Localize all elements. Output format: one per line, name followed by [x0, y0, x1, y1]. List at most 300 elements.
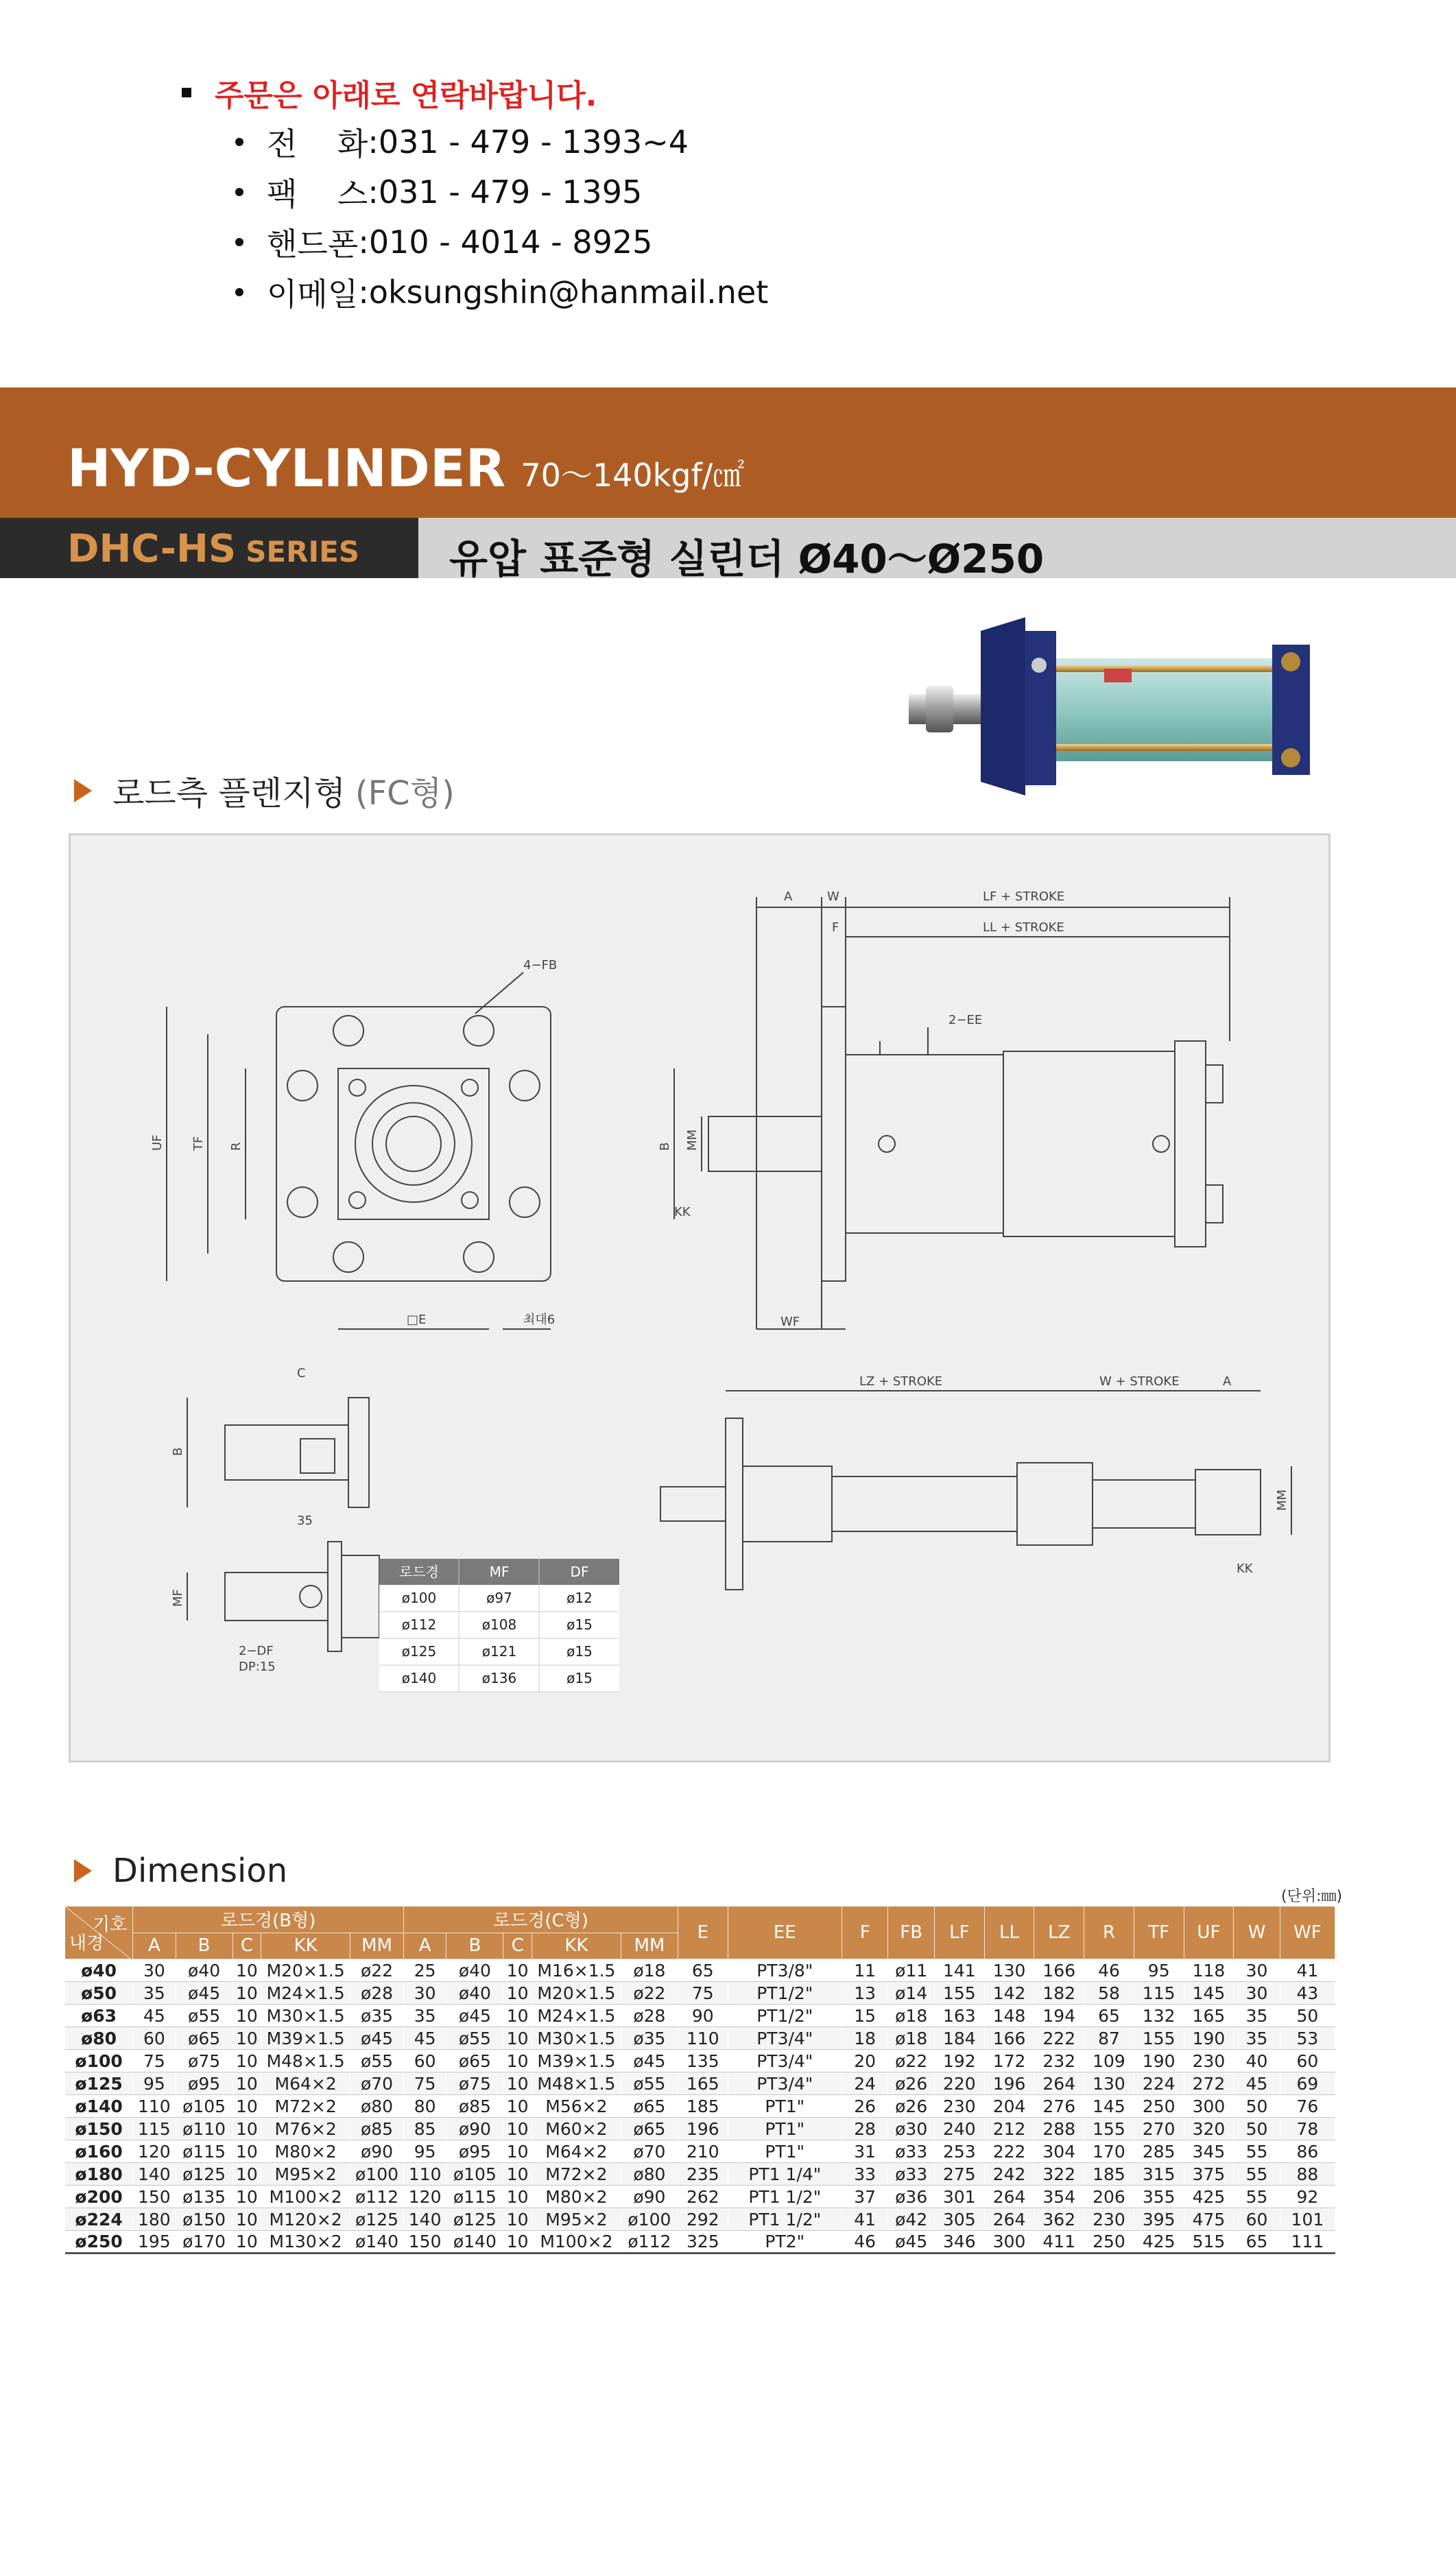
table-cell: M100×2 — [532, 2231, 621, 2254]
contact-fax — [182, 167, 768, 217]
table-cell: 411 — [1034, 2231, 1084, 2254]
bore-cell: ø40 — [65, 1959, 133, 1982]
label-mm2: MM — [1275, 1489, 1289, 1511]
table-cell: 212 — [984, 2118, 1034, 2140]
table-cell: ø45 — [350, 2027, 404, 2050]
table-cell: 10 — [503, 2140, 532, 2163]
table-cell: 130 — [984, 1959, 1034, 1982]
contact-label: 팩 스 — [267, 175, 368, 213]
table-cell: 55 — [1234, 2163, 1280, 2186]
col-header: FB — [888, 1906, 935, 1959]
table-cell: 242 — [984, 2163, 1034, 2186]
table-cell: 25 — [403, 1959, 446, 1982]
table-cell: 300 — [984, 2231, 1034, 2254]
bore-cell: ø100 — [65, 2050, 133, 2072]
table-cell: ø22 — [888, 2050, 935, 2072]
mf-head-rod: 로드경 — [399, 1564, 439, 1580]
table-cell: 515 — [1184, 2231, 1234, 2254]
table-cell: ø135 — [176, 2186, 232, 2208]
table-cell: 110 — [678, 2027, 728, 2050]
table-cell: 10 — [503, 2163, 532, 2186]
table-cell: 305 — [934, 2208, 984, 2231]
table-cell: 30 — [133, 1959, 176, 1982]
col-header: R — [1084, 1906, 1134, 1959]
table-row — [65, 2050, 1335, 2072]
table-cell: ø55 — [350, 2050, 404, 2072]
table-cell: 35 — [403, 2005, 446, 2027]
table-cell: 325 — [678, 2231, 728, 2254]
table-cell: 155 — [1134, 2027, 1184, 2050]
sub-header: KK — [532, 1933, 621, 1959]
table-cell: ø140 — [446, 2231, 503, 2254]
detail-mf-view — [187, 1542, 379, 1651]
table-cell: 315 — [1134, 2163, 1184, 2186]
col-header: UF — [1184, 1906, 1234, 1959]
drawing-svg — [71, 835, 1328, 1760]
table-cell: 275 — [934, 2163, 984, 2186]
label-wf: WF — [780, 1315, 800, 1329]
table-cell: 140 — [133, 2163, 176, 2186]
table-cell: 55 — [1234, 2140, 1280, 2163]
table-cell: ø110 — [176, 2118, 232, 2140]
table-cell: 304 — [1034, 2140, 1084, 2163]
mf-cell: ø112 — [401, 1616, 437, 1633]
table-cell: 222 — [1034, 2027, 1084, 2050]
bore-cell: ø250 — [65, 2231, 133, 2254]
product-title-text: HYD-CYLINDER — [67, 438, 506, 499]
table-cell: 28 — [842, 2118, 888, 2140]
label-f: F — [832, 920, 839, 935]
table-cell: ø45 — [176, 1982, 232, 2005]
table-cell: 58 — [1084, 1982, 1134, 2005]
table-cell: 145 — [1084, 2095, 1134, 2118]
label-ee: 2−EE — [948, 1013, 983, 1027]
table-cell: 35 — [1234, 2005, 1280, 2027]
table-cell: 60 — [1280, 2050, 1335, 2072]
table-cell: ø18 — [621, 1959, 678, 1982]
table-cell: 80 — [403, 2095, 446, 2118]
bore-cell: ø160 — [65, 2140, 133, 2163]
table-cell: M80×2 — [261, 2140, 350, 2163]
label-mm: MM — [685, 1129, 700, 1151]
table-cell: 65 — [678, 1959, 728, 1982]
bottom-side-view — [660, 1391, 1291, 1590]
table-cell: M64×2 — [261, 2072, 350, 2095]
table-cell: 230 — [1184, 2050, 1234, 2072]
table-cell: 75 — [403, 2072, 446, 2095]
table-cell: ø30 — [888, 2118, 935, 2140]
table-cell: 345 — [1184, 2140, 1234, 2163]
table-cell: ø33 — [888, 2140, 935, 2163]
table-cell: ø105 — [176, 2095, 232, 2118]
bore-cell: ø224 — [65, 2208, 133, 2231]
col-header: EE — [728, 1906, 842, 1959]
table-cell: 35 — [1234, 2027, 1280, 2050]
table-cell: M72×2 — [532, 2163, 621, 2186]
col-header: TF — [1134, 1906, 1184, 1959]
table-cell: ø105 — [446, 2163, 503, 2186]
contact-phone — [182, 117, 768, 167]
table-cell: ø26 — [888, 2072, 935, 2095]
dimension-title-text: Dimension — [112, 1852, 288, 1890]
table-cell: ø85 — [446, 2095, 503, 2118]
contact-value: 031 - 479 - 1395 — [378, 173, 643, 211]
table-cell: ø65 — [176, 2027, 232, 2050]
table-cell: 140 — [403, 2208, 446, 2231]
contact-heading-text: 주문은 아래로 연락바랍니다. — [215, 78, 597, 113]
sub-header: MM — [621, 1933, 678, 1959]
front-view — [167, 972, 551, 1329]
contact-value: 010 - 4014 - 8925 — [368, 223, 653, 261]
table-cell: 130 — [1084, 2072, 1134, 2095]
table-cell: 55 — [1234, 2186, 1280, 2208]
table-cell: 40 — [1234, 2050, 1280, 2072]
table-cell: 10 — [503, 2231, 532, 2254]
table-cell: 26 — [842, 2095, 888, 2118]
table-cell: ø35 — [621, 2027, 678, 2050]
table-cell: ø22 — [350, 1959, 404, 1982]
label-35: 35 — [297, 1514, 313, 1528]
table-cell: 155 — [1084, 2118, 1134, 2140]
table-cell: 31 — [842, 2140, 888, 2163]
table-cell: 10 — [503, 2050, 532, 2072]
table-cell: 60 — [1234, 2208, 1280, 2231]
table-cell: 220 — [934, 2072, 984, 2095]
table-cell: M95×2 — [532, 2208, 621, 2231]
table-cell: M64×2 — [532, 2140, 621, 2163]
table-cell: ø65 — [446, 2050, 503, 2072]
series-suffix: SERIES — [246, 535, 360, 569]
table-row — [65, 2118, 1335, 2140]
table-cell: 10 — [503, 2005, 532, 2027]
contact-sep: : — [358, 223, 369, 261]
series-name — [67, 527, 359, 571]
table-cell: 185 — [678, 2095, 728, 2118]
table-cell: 166 — [984, 2027, 1034, 2050]
contact-label: 전 화 — [267, 125, 368, 163]
table-row — [65, 2005, 1335, 2027]
table-cell: 46 — [842, 2231, 888, 2254]
dimension-table-body — [65, 1959, 1335, 2254]
table-cell: M48×1.5 — [532, 2072, 621, 2095]
table-cell: 148 — [984, 2005, 1034, 2027]
table-cell: ø45 — [888, 2231, 935, 2254]
contact-sep: : — [368, 173, 379, 211]
table-cell: 10 — [232, 2072, 261, 2095]
table-cell: 95 — [403, 2140, 446, 2163]
table-cell: 10 — [503, 2095, 532, 2118]
label-tf: TF — [191, 1136, 206, 1151]
table-cell: PT1/2" — [728, 2005, 842, 2027]
table-cell: ø170 — [176, 2231, 232, 2254]
contact-info — [182, 69, 768, 317]
table-cell: 195 — [133, 2231, 176, 2254]
table-cell: M120×2 — [261, 2208, 350, 2231]
table-cell: ø28 — [350, 1982, 404, 2005]
mf-head-df: DF — [570, 1564, 589, 1580]
label-b: B — [658, 1142, 672, 1151]
bullet-icon — [235, 138, 243, 146]
mf-cell: ø121 — [481, 1643, 517, 1660]
table-cell: 37 — [842, 2186, 888, 2208]
table-cell: ø90 — [621, 2186, 678, 2208]
table-cell: ø18 — [888, 2005, 935, 2027]
table-cell: 250 — [1084, 2231, 1134, 2254]
table-cell: ø150 — [176, 2208, 232, 2231]
table-cell: 172 — [984, 2050, 1034, 2072]
corner-top: 기호 — [92, 1915, 128, 1935]
table-cell: 155 — [934, 1982, 984, 2005]
table-cell: 194 — [1034, 2005, 1084, 2027]
table-cell: M24×1.5 — [261, 1982, 350, 2005]
unit-label: (단위:㎜) — [1281, 1888, 1343, 1905]
table-cell: 95 — [133, 2072, 176, 2095]
label-df: 2−DF — [239, 1644, 274, 1658]
label-ll: LL + STROKE — [983, 920, 1064, 935]
table-cell: PT1" — [728, 2118, 842, 2140]
table-cell: 150 — [133, 2186, 176, 2208]
bullet-icon — [235, 288, 243, 296]
table-row — [65, 2095, 1335, 2118]
table-row — [65, 2140, 1335, 2163]
sub-header: C — [503, 1933, 532, 1959]
bore-cell: ø150 — [65, 2118, 133, 2140]
table-cell: ø40 — [446, 1982, 503, 2005]
bore-cell: ø125 — [65, 2072, 133, 2095]
table-cell: M24×1.5 — [532, 2005, 621, 2027]
table-cell: 235 — [678, 2163, 728, 2186]
table-cell: ø11 — [888, 1959, 935, 1982]
table-cell: 285 — [1134, 2140, 1184, 2163]
label-uf: UF — [150, 1134, 165, 1151]
table-cell: PT2" — [728, 2231, 842, 2254]
table-cell: 425 — [1134, 2231, 1184, 2254]
group-c-header: 로드경(C형) — [403, 1906, 678, 1933]
table-cell: ø70 — [350, 2072, 404, 2095]
contact-heading — [182, 69, 768, 117]
table-cell: 50 — [1234, 2118, 1280, 2140]
table-cell: 60 — [133, 2027, 176, 2050]
mf-cell: ø125 — [401, 1643, 437, 1660]
contact-email[interactable] — [182, 267, 768, 317]
table-row — [65, 2072, 1335, 2095]
contact-sep: : — [368, 123, 379, 160]
table-cell: 10 — [232, 2050, 261, 2072]
table-cell: M76×2 — [261, 2118, 350, 2140]
table-cell: 141 — [934, 1959, 984, 1982]
table-cell: 132 — [1134, 2005, 1184, 2027]
table-cell: PT1" — [728, 2140, 842, 2163]
table-cell: 145 — [1184, 1982, 1234, 2005]
dimension-table — [65, 1906, 1335, 2254]
mf-cell: ø15 — [566, 1616, 593, 1633]
contact-label: 이메일 — [267, 275, 359, 313]
table-cell: 86 — [1280, 2140, 1335, 2163]
table-cell: ø80 — [621, 2163, 678, 2186]
pressure-range: 70～140kgf/㎠ — [521, 457, 745, 494]
table-cell: ø14 — [888, 1982, 935, 2005]
table-cell: 11 — [842, 1959, 888, 1982]
cylinder-photo — [898, 590, 1324, 816]
table-cell: 166 — [1034, 1959, 1084, 1982]
table-cell: M39×1.5 — [261, 2027, 350, 2050]
table-cell: M60×2 — [532, 2118, 621, 2140]
table-row — [65, 1959, 1335, 1982]
table-cell: 88 — [1280, 2163, 1335, 2186]
table-cell: 346 — [934, 2231, 984, 2254]
table-cell: PT1" — [728, 2095, 842, 2118]
label-fb: 4−FB — [523, 958, 558, 972]
table-cell: 50 — [1280, 2005, 1335, 2027]
table-cell: 253 — [934, 2140, 984, 2163]
table-cell: 10 — [232, 2027, 261, 2050]
table-cell: M130×2 — [261, 2231, 350, 2254]
table-cell: 210 — [678, 2140, 728, 2163]
table-cell: 45 — [133, 2005, 176, 2027]
section-dimension-title — [74, 1852, 287, 1890]
sub-header: A — [133, 1933, 176, 1959]
table-cell: ø28 — [621, 2005, 678, 2027]
table-cell: ø55 — [446, 2027, 503, 2050]
label-w: W — [827, 889, 839, 904]
bore-cell: ø50 — [65, 1982, 133, 2005]
mf-table — [379, 1559, 619, 1692]
col-header: E — [678, 1906, 728, 1959]
mf-cell: ø12 — [566, 1590, 593, 1606]
table-row — [65, 2208, 1335, 2231]
table-cell: 18 — [842, 2027, 888, 2050]
table-cell: PT3/8" — [728, 1959, 842, 1982]
group-b-header: 로드경(B형) — [133, 1906, 404, 1933]
table-cell: 135 — [678, 2050, 728, 2072]
table-cell: M95×2 — [261, 2163, 350, 2186]
table-cell: 53 — [1280, 2027, 1335, 2050]
label-max6: 최대6 — [523, 1313, 556, 1327]
table-cell: 184 — [934, 2027, 984, 2050]
table-cell: ø125 — [176, 2163, 232, 2186]
triangle-bullet-icon — [74, 779, 92, 802]
product-title — [67, 438, 744, 499]
label-b2: B — [171, 1447, 185, 1456]
table-cell: 250 — [1134, 2095, 1184, 2118]
table-cell: 190 — [1134, 2050, 1184, 2072]
table-cell: 182 — [1034, 1982, 1084, 2005]
table-cell: ø100 — [350, 2163, 404, 2186]
table-cell: 41 — [842, 2208, 888, 2231]
table-cell: 170 — [1084, 2140, 1134, 2163]
table-cell: 45 — [403, 2027, 446, 2050]
table-cell: 264 — [1034, 2072, 1084, 2095]
table-cell: 110 — [133, 2095, 176, 2118]
corner-cell — [65, 1906, 133, 1959]
mf-cell: ø136 — [481, 1670, 517, 1686]
table-cell: ø115 — [176, 2140, 232, 2163]
table-cell: ø55 — [621, 2072, 678, 2095]
table-cell: 110 — [403, 2163, 446, 2186]
table-cell: 264 — [984, 2208, 1034, 2231]
table-cell: PT1/2" — [728, 1982, 842, 2005]
table-cell: 180 — [133, 2208, 176, 2231]
table-cell: M48×1.5 — [261, 2050, 350, 2072]
col-header: F — [842, 1906, 888, 1959]
table-cell: ø40 — [446, 1959, 503, 1982]
bore-cell: ø63 — [65, 2005, 133, 2027]
table-cell: 190 — [1184, 2027, 1234, 2050]
section-title-text: 로드측 플렌지형 — [112, 774, 346, 813]
table-cell: ø112 — [350, 2186, 404, 2208]
table-cell: M20×1.5 — [261, 1959, 350, 1982]
side-view — [674, 897, 1230, 1329]
table-cell: ø95 — [176, 2072, 232, 2095]
section-title-paren: (FC형) — [355, 774, 455, 813]
mf-cell: ø108 — [481, 1616, 517, 1633]
table-cell: ø55 — [176, 2005, 232, 2027]
table-cell: M39×1.5 — [532, 2050, 621, 2072]
table-cell: ø80 — [350, 2095, 404, 2118]
table-cell: 192 — [934, 2050, 984, 2072]
table-cell: ø65 — [621, 2095, 678, 2118]
table-cell: 50 — [1234, 2095, 1280, 2118]
table-cell: ø33 — [888, 2163, 935, 2186]
bore-cell: ø140 — [65, 2095, 133, 2118]
table-cell: 272 — [1184, 2072, 1234, 2095]
table-cell: 13 — [842, 1982, 888, 2005]
table-cell: 90 — [678, 2005, 728, 2027]
table-cell: ø18 — [888, 2027, 935, 2050]
table-cell: 65 — [1084, 2005, 1134, 2027]
table-cell: ø90 — [350, 2140, 404, 2163]
table-cell: 10 — [503, 2118, 532, 2140]
table-cell: 10 — [503, 1982, 532, 2005]
table-cell: M30×1.5 — [532, 2027, 621, 2050]
table-cell: 120 — [133, 2140, 176, 2163]
table-cell: M20×1.5 — [532, 1982, 621, 2005]
table-row — [65, 1982, 1335, 2005]
table-cell: PT3/4" — [728, 2050, 842, 2072]
table-cell: 196 — [984, 2072, 1034, 2095]
bore-cell: ø200 — [65, 2186, 133, 2208]
sub-header: KK — [261, 1933, 350, 1959]
col-header: WF — [1280, 1906, 1335, 1959]
table-cell: 45 — [1234, 2072, 1280, 2095]
table-cell: 78 — [1280, 2118, 1335, 2140]
email-link[interactable]: oksungshin@hanmail.net — [368, 273, 769, 311]
bullet-icon — [235, 238, 243, 246]
label-r: R — [229, 1142, 243, 1151]
table-cell: 224 — [1134, 2072, 1184, 2095]
table-cell: 60 — [403, 2050, 446, 2072]
table-cell: 35 — [133, 1982, 176, 2005]
table-cell: 301 — [934, 2186, 984, 2208]
table-cell: ø100 — [621, 2208, 678, 2231]
table-cell: ø22 — [621, 1982, 678, 2005]
table-cell: 10 — [232, 1959, 261, 1982]
table-cell: 10 — [503, 1959, 532, 1982]
bore-cell: ø180 — [65, 2163, 133, 2186]
table-cell: 118 — [1184, 1959, 1234, 1982]
table-cell: 475 — [1184, 2208, 1234, 2231]
label-kk: KK — [674, 1205, 691, 1219]
table-cell: M72×2 — [261, 2095, 350, 2118]
label-mf: MF — [171, 1589, 185, 1607]
table-cell: 24 — [842, 2072, 888, 2095]
table-cell: ø75 — [446, 2072, 503, 2095]
table-cell: ø95 — [446, 2140, 503, 2163]
table-cell: 10 — [232, 2208, 261, 2231]
table-cell: 111 — [1280, 2231, 1335, 2254]
mf-head-mf: MF — [489, 1564, 510, 1580]
detail-c-labels — [171, 1366, 306, 1456]
